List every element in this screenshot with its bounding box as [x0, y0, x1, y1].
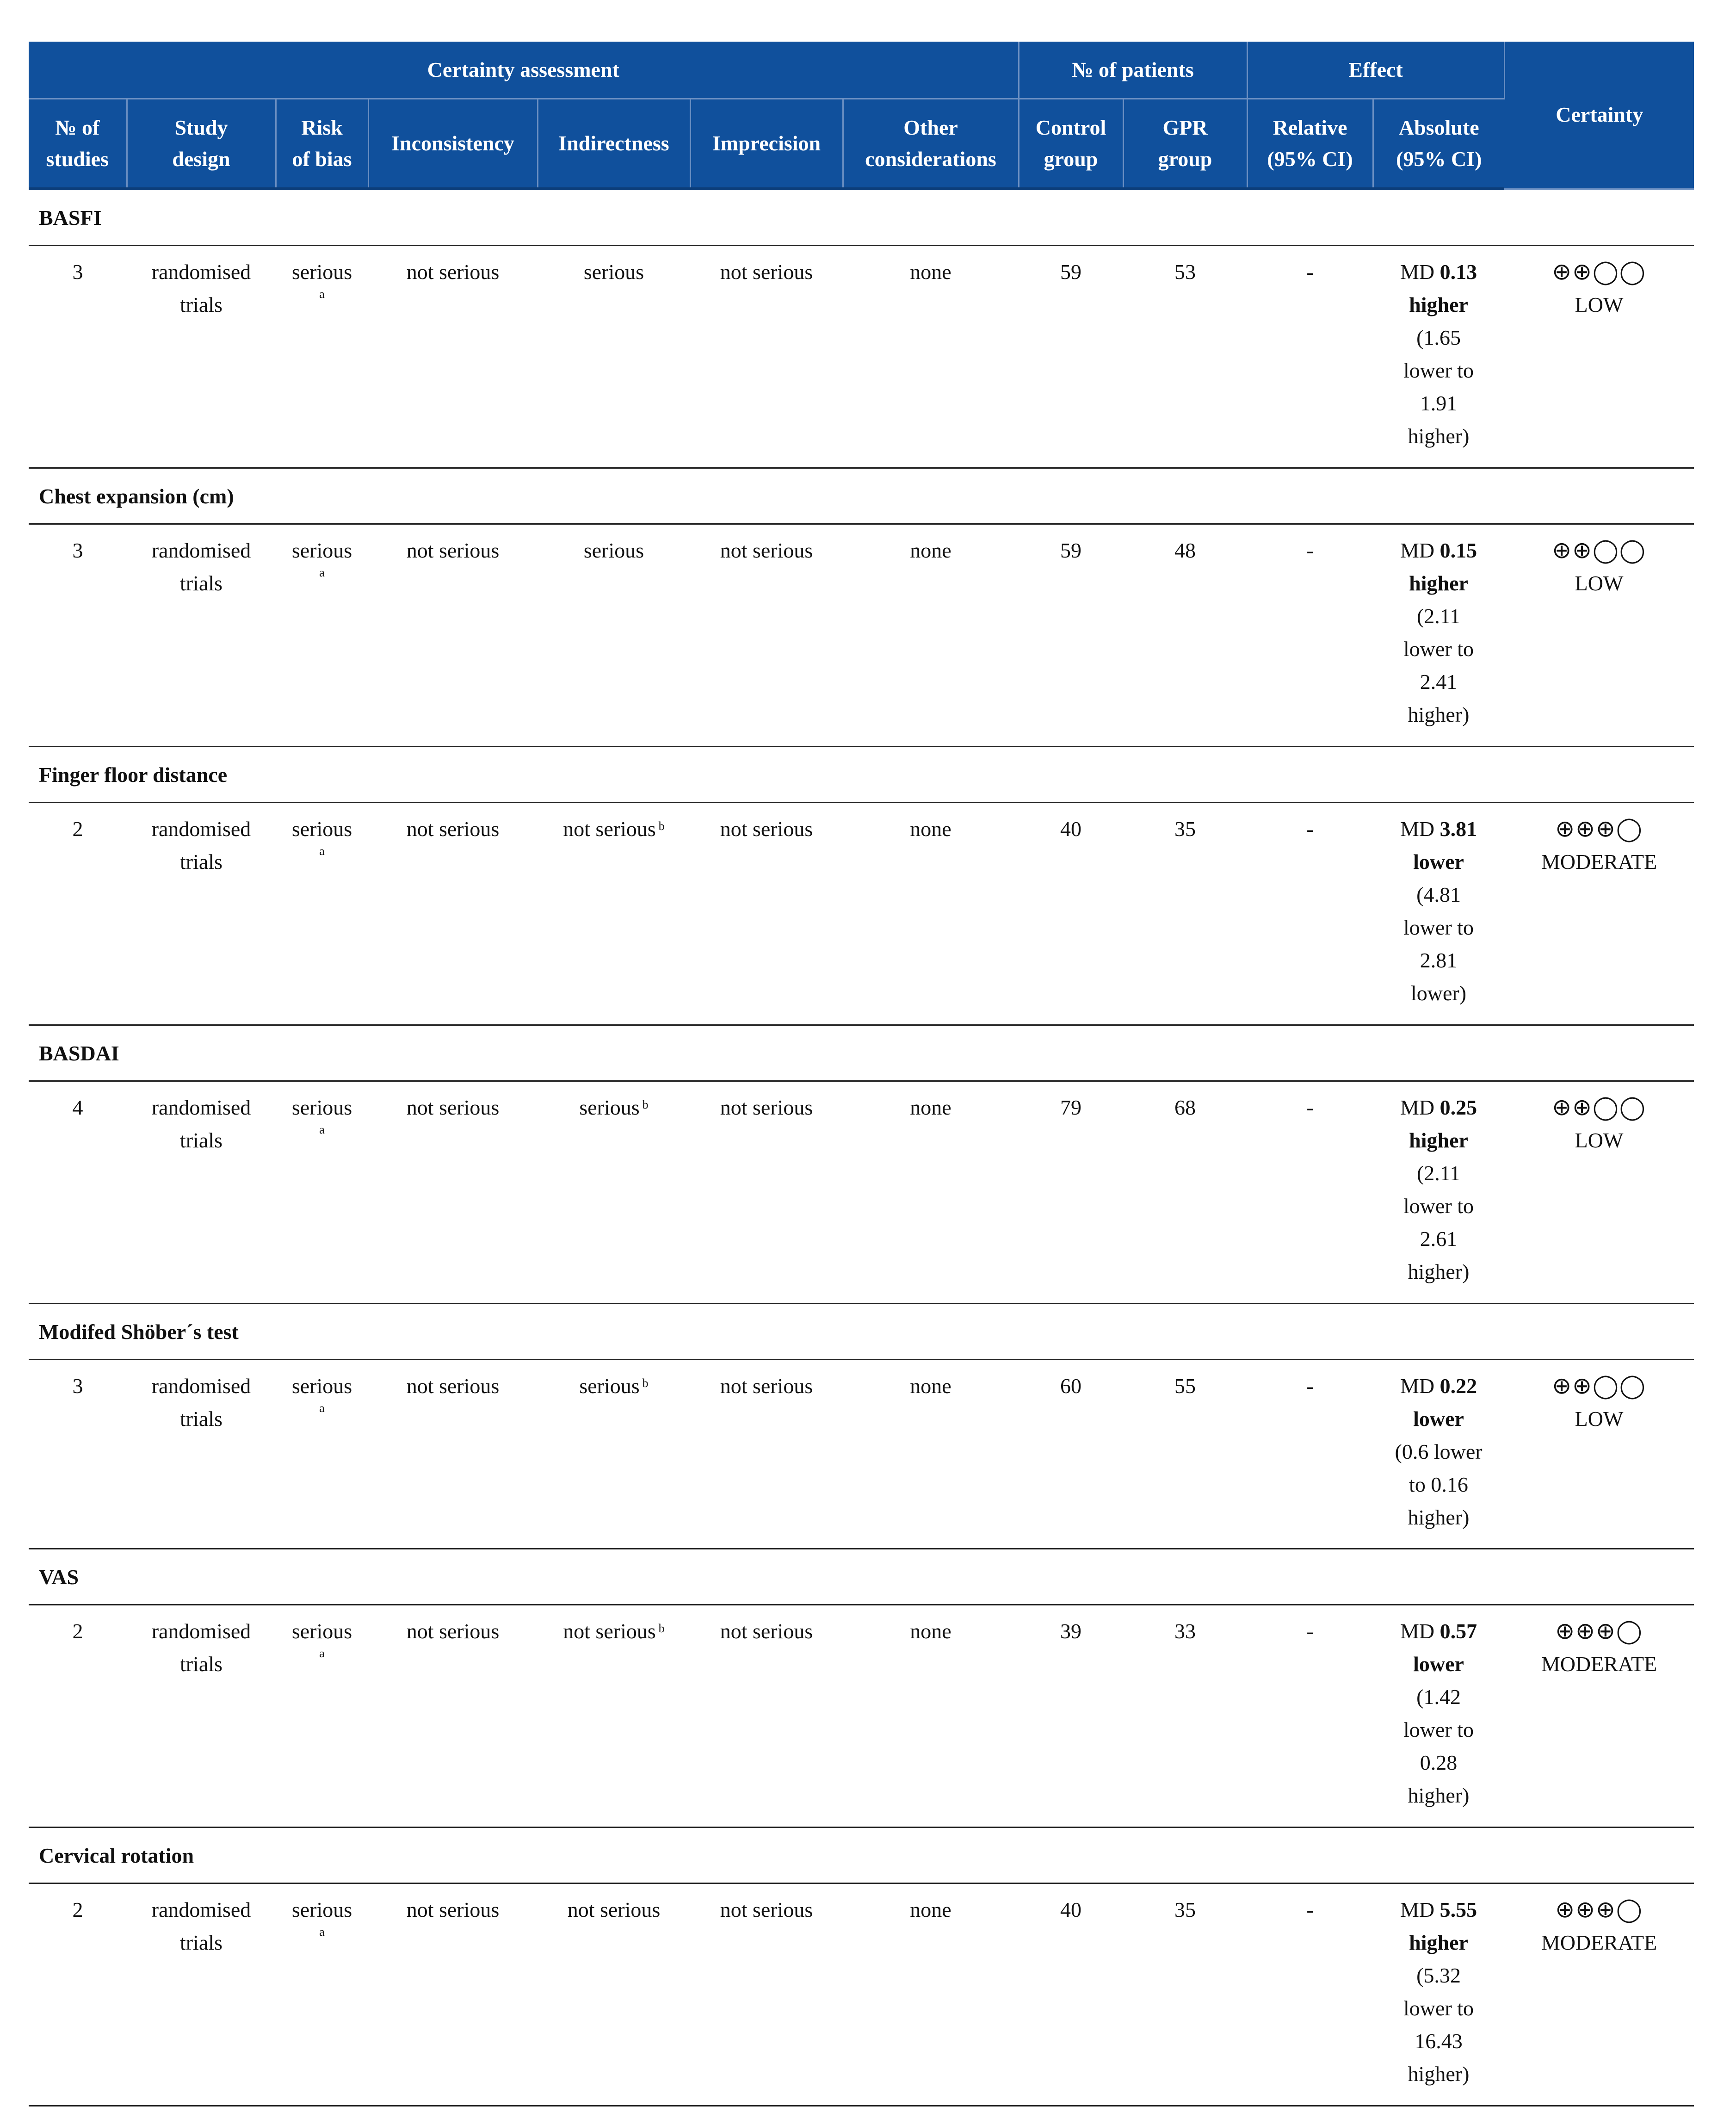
risk-of-bias-cell [276, 524, 368, 747]
certainty-cell [1504, 524, 1694, 747]
outcome-name: Cervical rotation [29, 1828, 1694, 1883]
absolute-ci-line: higher) [1408, 424, 1470, 448]
header-control-line2: group [1044, 147, 1098, 171]
study-design-line: trials [180, 1128, 222, 1152]
risk-of-bias-value: serious [291, 1096, 352, 1119]
header-certainty-assessment: Certainty assessment [29, 42, 1019, 99]
inconsistency-cell: not serious [368, 1081, 537, 1304]
absolute-ci-line: higher) [1408, 1784, 1470, 1807]
study-design-line: randomised [151, 1619, 251, 1643]
risk-of-bias-value: serious [291, 539, 352, 562]
header-num-studies [29, 99, 127, 189]
relative-cell: - [1247, 803, 1373, 1025]
absolute-direction: lower [1413, 1407, 1464, 1431]
indirectness-cell [537, 1605, 690, 1828]
other-considerations-cell: none [843, 803, 1019, 1025]
study-design-cell [127, 246, 276, 468]
absolute-ci-line: lower to [1403, 637, 1474, 661]
absolute-value: 0.15 [1439, 539, 1477, 562]
imprecision-cell: not serious [690, 1360, 843, 1549]
header-risk-of-bias [276, 99, 368, 189]
certainty-label: MODERATE [1541, 850, 1657, 874]
certainty-symbols: ⊕⊕◯◯ [1552, 1094, 1646, 1121]
imprecision-cell: not serious [690, 1081, 843, 1304]
absolute-cell [1373, 1081, 1504, 1304]
absolute-ci-line: 16.43 [1415, 2029, 1463, 2053]
absolute-ci-line: 0.28 [1420, 1751, 1458, 1774]
header-num-patients: № of patients [1019, 42, 1247, 99]
indirectness-cell [537, 1360, 690, 1549]
control-group-cell: 40 [1019, 1883, 1123, 2106]
study-design-line: randomised [151, 1096, 251, 1119]
certainty-symbols: ⊕⊕◯◯ [1552, 1372, 1646, 1399]
absolute-direction: higher [1409, 293, 1468, 316]
header-indirectness: Indirectness [537, 99, 690, 189]
header-effect: Effect [1247, 42, 1504, 99]
other-considerations-cell: none [843, 1883, 1019, 2106]
header-control-group [1019, 99, 1123, 189]
imprecision-cell: not serious [690, 524, 843, 747]
absolute-ci-line: (2.11 [1416, 1161, 1461, 1185]
indirectness-value: serious [583, 260, 644, 284]
certainty-cell [1504, 1883, 1694, 2106]
outcome-header-row [29, 189, 1694, 246]
absolute-direction: lower [1413, 850, 1464, 874]
header-relative-line1: Relative [1273, 116, 1347, 139]
table-row [29, 1360, 1694, 1549]
footnote-marker: a [319, 1123, 325, 1136]
certainty-cell [1504, 1605, 1694, 1828]
footnote-marker: a [319, 287, 325, 301]
header-num-studies-line1: № of [55, 116, 100, 139]
num-studies-cell: 2 [29, 803, 127, 1025]
other-considerations-cell: none [843, 1081, 1019, 1304]
header-risk-of-bias-line2: of bias [292, 147, 352, 171]
study-design-line: trials [180, 293, 222, 316]
absolute-ci-line: 1.91 [1420, 391, 1458, 415]
absolute-ci-line: higher) [1408, 703, 1470, 726]
absolute-cell [1373, 1883, 1504, 2106]
inconsistency-cell: not serious [368, 803, 537, 1025]
study-design-line: trials [180, 850, 222, 874]
num-studies-cell: 4 [29, 1081, 127, 1304]
absolute-value: 0.22 [1439, 1374, 1477, 1398]
absolute-cell [1373, 1360, 1504, 1549]
risk-of-bias-value: serious [291, 1374, 352, 1398]
certainty-symbols: ⊕⊕◯◯ [1552, 258, 1646, 285]
risk-of-bias-value: serious [291, 1619, 352, 1643]
outcome-name: VAS [29, 1549, 1694, 1605]
certainty-symbols: ⊕⊕⊕◯ [1555, 1617, 1643, 1644]
outcome-name: Chest expansion (cm) [29, 468, 1694, 524]
relative-cell: - [1247, 1360, 1373, 1549]
footnote-marker: a [319, 1401, 325, 1415]
absolute-cell [1373, 524, 1504, 747]
certainty-label: MODERATE [1541, 1652, 1657, 1676]
indirectness-cell [537, 803, 690, 1025]
certainty-symbols: ⊕⊕⊕◯ [1555, 1896, 1643, 1923]
certainty-cell [1504, 246, 1694, 468]
absolute-ci-line: lower to [1403, 359, 1474, 382]
outcome-header-row [29, 1549, 1694, 1605]
study-design-cell [127, 524, 276, 747]
header-inconsistency: Inconsistency [368, 99, 537, 189]
num-studies-cell: 3 [29, 524, 127, 747]
table-row [29, 803, 1694, 1025]
study-design-line: randomised [151, 817, 251, 841]
absolute-direction: higher [1409, 1931, 1468, 1954]
other-considerations-cell: none [843, 1605, 1019, 1828]
absolute-prefix: MD [1400, 817, 1435, 841]
outcome-name: BASDAI [29, 1025, 1694, 1081]
imprecision-cell: not serious [690, 1883, 843, 2106]
relative-cell: - [1247, 524, 1373, 747]
absolute-ci-line: higher) [1408, 1260, 1470, 1283]
table-row [29, 524, 1694, 747]
footnote-marker: a [319, 844, 325, 858]
absolute-ci-line: 2.41 [1420, 670, 1458, 694]
header-study-design-line2: design [172, 147, 230, 171]
indirectness-value: serious [579, 1374, 640, 1398]
absolute-ci-line: to 0.16 [1409, 1473, 1468, 1496]
footnote-marker: b [642, 1376, 649, 1390]
outcome-header-row [29, 1304, 1694, 1360]
footnote-marker: b [658, 1622, 665, 1635]
certainty-symbols: ⊕⊕⊕◯ [1555, 815, 1643, 842]
absolute-value: 0.13 [1439, 260, 1477, 284]
inconsistency-cell: not serious [368, 246, 537, 468]
indirectness-value: not serious [567, 1898, 661, 1921]
certainty-cell [1504, 1081, 1694, 1304]
header-risk-of-bias-line1: Risk [301, 116, 343, 139]
absolute-ci-line: lower to [1403, 1996, 1474, 2020]
absolute-cell [1373, 1605, 1504, 1828]
header-control-line1: Control [1035, 116, 1106, 139]
absolute-ci-line: higher) [1408, 1505, 1470, 1529]
imprecision-cell: not serious [690, 803, 843, 1025]
absolute-ci-line: (1.42 [1416, 1685, 1461, 1709]
header-row-columns [29, 99, 1694, 189]
table-row [29, 1883, 1694, 2106]
absolute-cell [1373, 803, 1504, 1025]
control-group-cell: 59 [1019, 246, 1123, 468]
indirectness-value: not serious [563, 817, 656, 841]
num-studies-cell: 3 [29, 246, 127, 468]
header-other-line1: Other [903, 116, 958, 139]
header-study-design-line1: Study [174, 116, 228, 139]
study-design-line: trials [180, 1652, 222, 1676]
absolute-ci-line: (5.32 [1416, 1964, 1461, 1987]
risk-of-bias-value: serious [291, 817, 352, 841]
footnote-marker: a [319, 566, 325, 579]
header-certainty: Certainty [1504, 42, 1694, 189]
footnote-marker: b [658, 819, 665, 833]
absolute-prefix: MD [1400, 1374, 1435, 1398]
outcome-name: BASFI [29, 189, 1694, 246]
risk-of-bias-cell [276, 803, 368, 1025]
certainty-label: MODERATE [1541, 1931, 1657, 1954]
absolute-ci-line: lower to [1403, 1194, 1474, 1218]
header-relative [1247, 99, 1373, 189]
study-design-cell [127, 803, 276, 1025]
absolute-cell [1373, 246, 1504, 468]
absolute-ci-line: (0.6 lower [1395, 1440, 1483, 1463]
study-design-line: trials [180, 1407, 222, 1431]
indirectness-value: not serious [563, 1619, 656, 1643]
relative-cell: - [1247, 1081, 1373, 1304]
imprecision-cell: not serious [690, 1605, 843, 1828]
grade-evidence-table [29, 42, 1694, 2106]
absolute-prefix: MD [1400, 1619, 1435, 1643]
outcome-header-row [29, 747, 1694, 803]
study-design-cell [127, 1360, 276, 1549]
certainty-cell [1504, 1360, 1694, 1549]
certainty-label: LOW [1575, 571, 1624, 595]
other-considerations-cell: none [843, 1360, 1019, 1549]
absolute-ci-line: higher) [1408, 2062, 1470, 2086]
header-imprecision: Imprecision [690, 99, 843, 189]
control-group-cell: 79 [1019, 1081, 1123, 1304]
gpr-group-cell: 68 [1123, 1081, 1247, 1304]
certainty-symbols: ⊕⊕◯◯ [1552, 537, 1646, 564]
certainty-label: LOW [1575, 1407, 1624, 1431]
table-row [29, 246, 1694, 468]
imprecision-cell: not serious [690, 246, 843, 468]
num-studies-cell: 2 [29, 1883, 127, 2106]
num-studies-cell: 2 [29, 1605, 127, 1828]
absolute-ci-line: lower) [1411, 981, 1467, 1005]
other-considerations-cell: none [843, 524, 1019, 747]
relative-cell: - [1247, 1605, 1373, 1828]
study-design-line: trials [180, 571, 222, 595]
absolute-direction: lower [1413, 1652, 1464, 1676]
table-body [29, 189, 1694, 2106]
risk-of-bias-cell [276, 1081, 368, 1304]
certainty-cell [1504, 803, 1694, 1025]
gpr-group-cell: 55 [1123, 1360, 1247, 1549]
absolute-ci-line: 2.81 [1420, 948, 1458, 972]
inconsistency-cell: not serious [368, 1360, 537, 1549]
risk-of-bias-cell [276, 1360, 368, 1549]
control-group-cell: 60 [1019, 1360, 1123, 1549]
study-design-line: randomised [151, 1374, 251, 1398]
gpr-group-cell: 33 [1123, 1605, 1247, 1828]
footnote-marker: b [642, 1098, 649, 1111]
header-other-considerations [843, 99, 1019, 189]
control-group-cell: 39 [1019, 1605, 1123, 1828]
other-considerations-cell: none [843, 246, 1019, 468]
study-design-cell [127, 1605, 276, 1828]
header-other-line2: considerations [865, 147, 996, 171]
inconsistency-cell: not serious [368, 1605, 537, 1828]
indirectness-value: serious [579, 1096, 640, 1119]
absolute-value: 5.55 [1439, 1898, 1477, 1921]
indirectness-value: serious [583, 539, 644, 562]
header-gpr-group [1123, 99, 1247, 189]
risk-of-bias-cell [276, 1883, 368, 2106]
header-study-design [127, 99, 276, 189]
table-row [29, 1605, 1694, 1828]
absolute-ci-line: (2.11 [1416, 604, 1461, 628]
risk-of-bias-value: serious [291, 260, 352, 284]
indirectness-cell [537, 1883, 690, 2106]
absolute-prefix: MD [1400, 539, 1435, 562]
header-gpr-line2: group [1158, 147, 1212, 171]
risk-of-bias-value: serious [291, 1898, 352, 1921]
absolute-ci-line: 2.61 [1420, 1227, 1458, 1251]
table-row [29, 1081, 1694, 1304]
indirectness-cell [537, 524, 690, 747]
absolute-value: 0.25 [1439, 1096, 1477, 1119]
footnote-marker: a [319, 1647, 325, 1660]
certainty-label: LOW [1575, 293, 1624, 316]
certainty-label: LOW [1575, 1128, 1624, 1152]
study-design-cell [127, 1883, 276, 2106]
gpr-group-cell: 35 [1123, 1883, 1247, 2106]
absolute-ci-line: lower to [1403, 1718, 1474, 1741]
absolute-ci-line: (4.81 [1416, 883, 1461, 906]
outcome-header-row [29, 1828, 1694, 1883]
gpr-group-cell: 48 [1123, 524, 1247, 747]
header-num-studies-line2: studies [46, 147, 109, 171]
study-design-line: randomised [151, 1898, 251, 1921]
header-relative-line2: (95% CI) [1267, 147, 1353, 171]
relative-cell: - [1247, 246, 1373, 468]
header-gpr-line1: GPR [1162, 116, 1208, 139]
absolute-direction: higher [1409, 1128, 1468, 1152]
control-group-cell: 59 [1019, 524, 1123, 747]
outcome-name: Finger floor distance [29, 747, 1694, 803]
absolute-direction: higher [1409, 571, 1468, 595]
absolute-ci-line: lower to [1403, 916, 1474, 939]
absolute-prefix: MD [1400, 260, 1435, 284]
inconsistency-cell: not serious [368, 1883, 537, 2106]
indirectness-cell [537, 1081, 690, 1304]
header-absolute-line2: (95% CI) [1396, 147, 1482, 171]
header-absolute [1373, 99, 1504, 189]
gpr-group-cell: 53 [1123, 246, 1247, 468]
absolute-ci-line: (1.65 [1416, 326, 1461, 349]
header-absolute-line1: Absolute [1398, 116, 1479, 139]
relative-cell: - [1247, 1883, 1373, 2106]
indirectness-cell [537, 246, 690, 468]
outcome-header-row [29, 1025, 1694, 1081]
risk-of-bias-cell [276, 1605, 368, 1828]
absolute-prefix: MD [1400, 1898, 1435, 1921]
control-group-cell: 40 [1019, 803, 1123, 1025]
outcome-name: Modifed Shöber´s test [29, 1304, 1694, 1360]
study-design-line: randomised [151, 539, 251, 562]
study-design-line: trials [180, 1931, 222, 1954]
study-design-cell [127, 1081, 276, 1304]
footnote-marker: a [319, 1925, 325, 1939]
absolute-value: 3.81 [1439, 817, 1477, 841]
gpr-group-cell: 35 [1123, 803, 1247, 1025]
absolute-prefix: MD [1400, 1096, 1435, 1119]
num-studies-cell: 3 [29, 1360, 127, 1549]
outcome-header-row [29, 468, 1694, 524]
risk-of-bias-cell [276, 246, 368, 468]
absolute-value: 0.57 [1439, 1619, 1477, 1643]
header-row-groups [29, 42, 1694, 99]
study-design-line: randomised [151, 260, 251, 284]
inconsistency-cell: not serious [368, 524, 537, 747]
